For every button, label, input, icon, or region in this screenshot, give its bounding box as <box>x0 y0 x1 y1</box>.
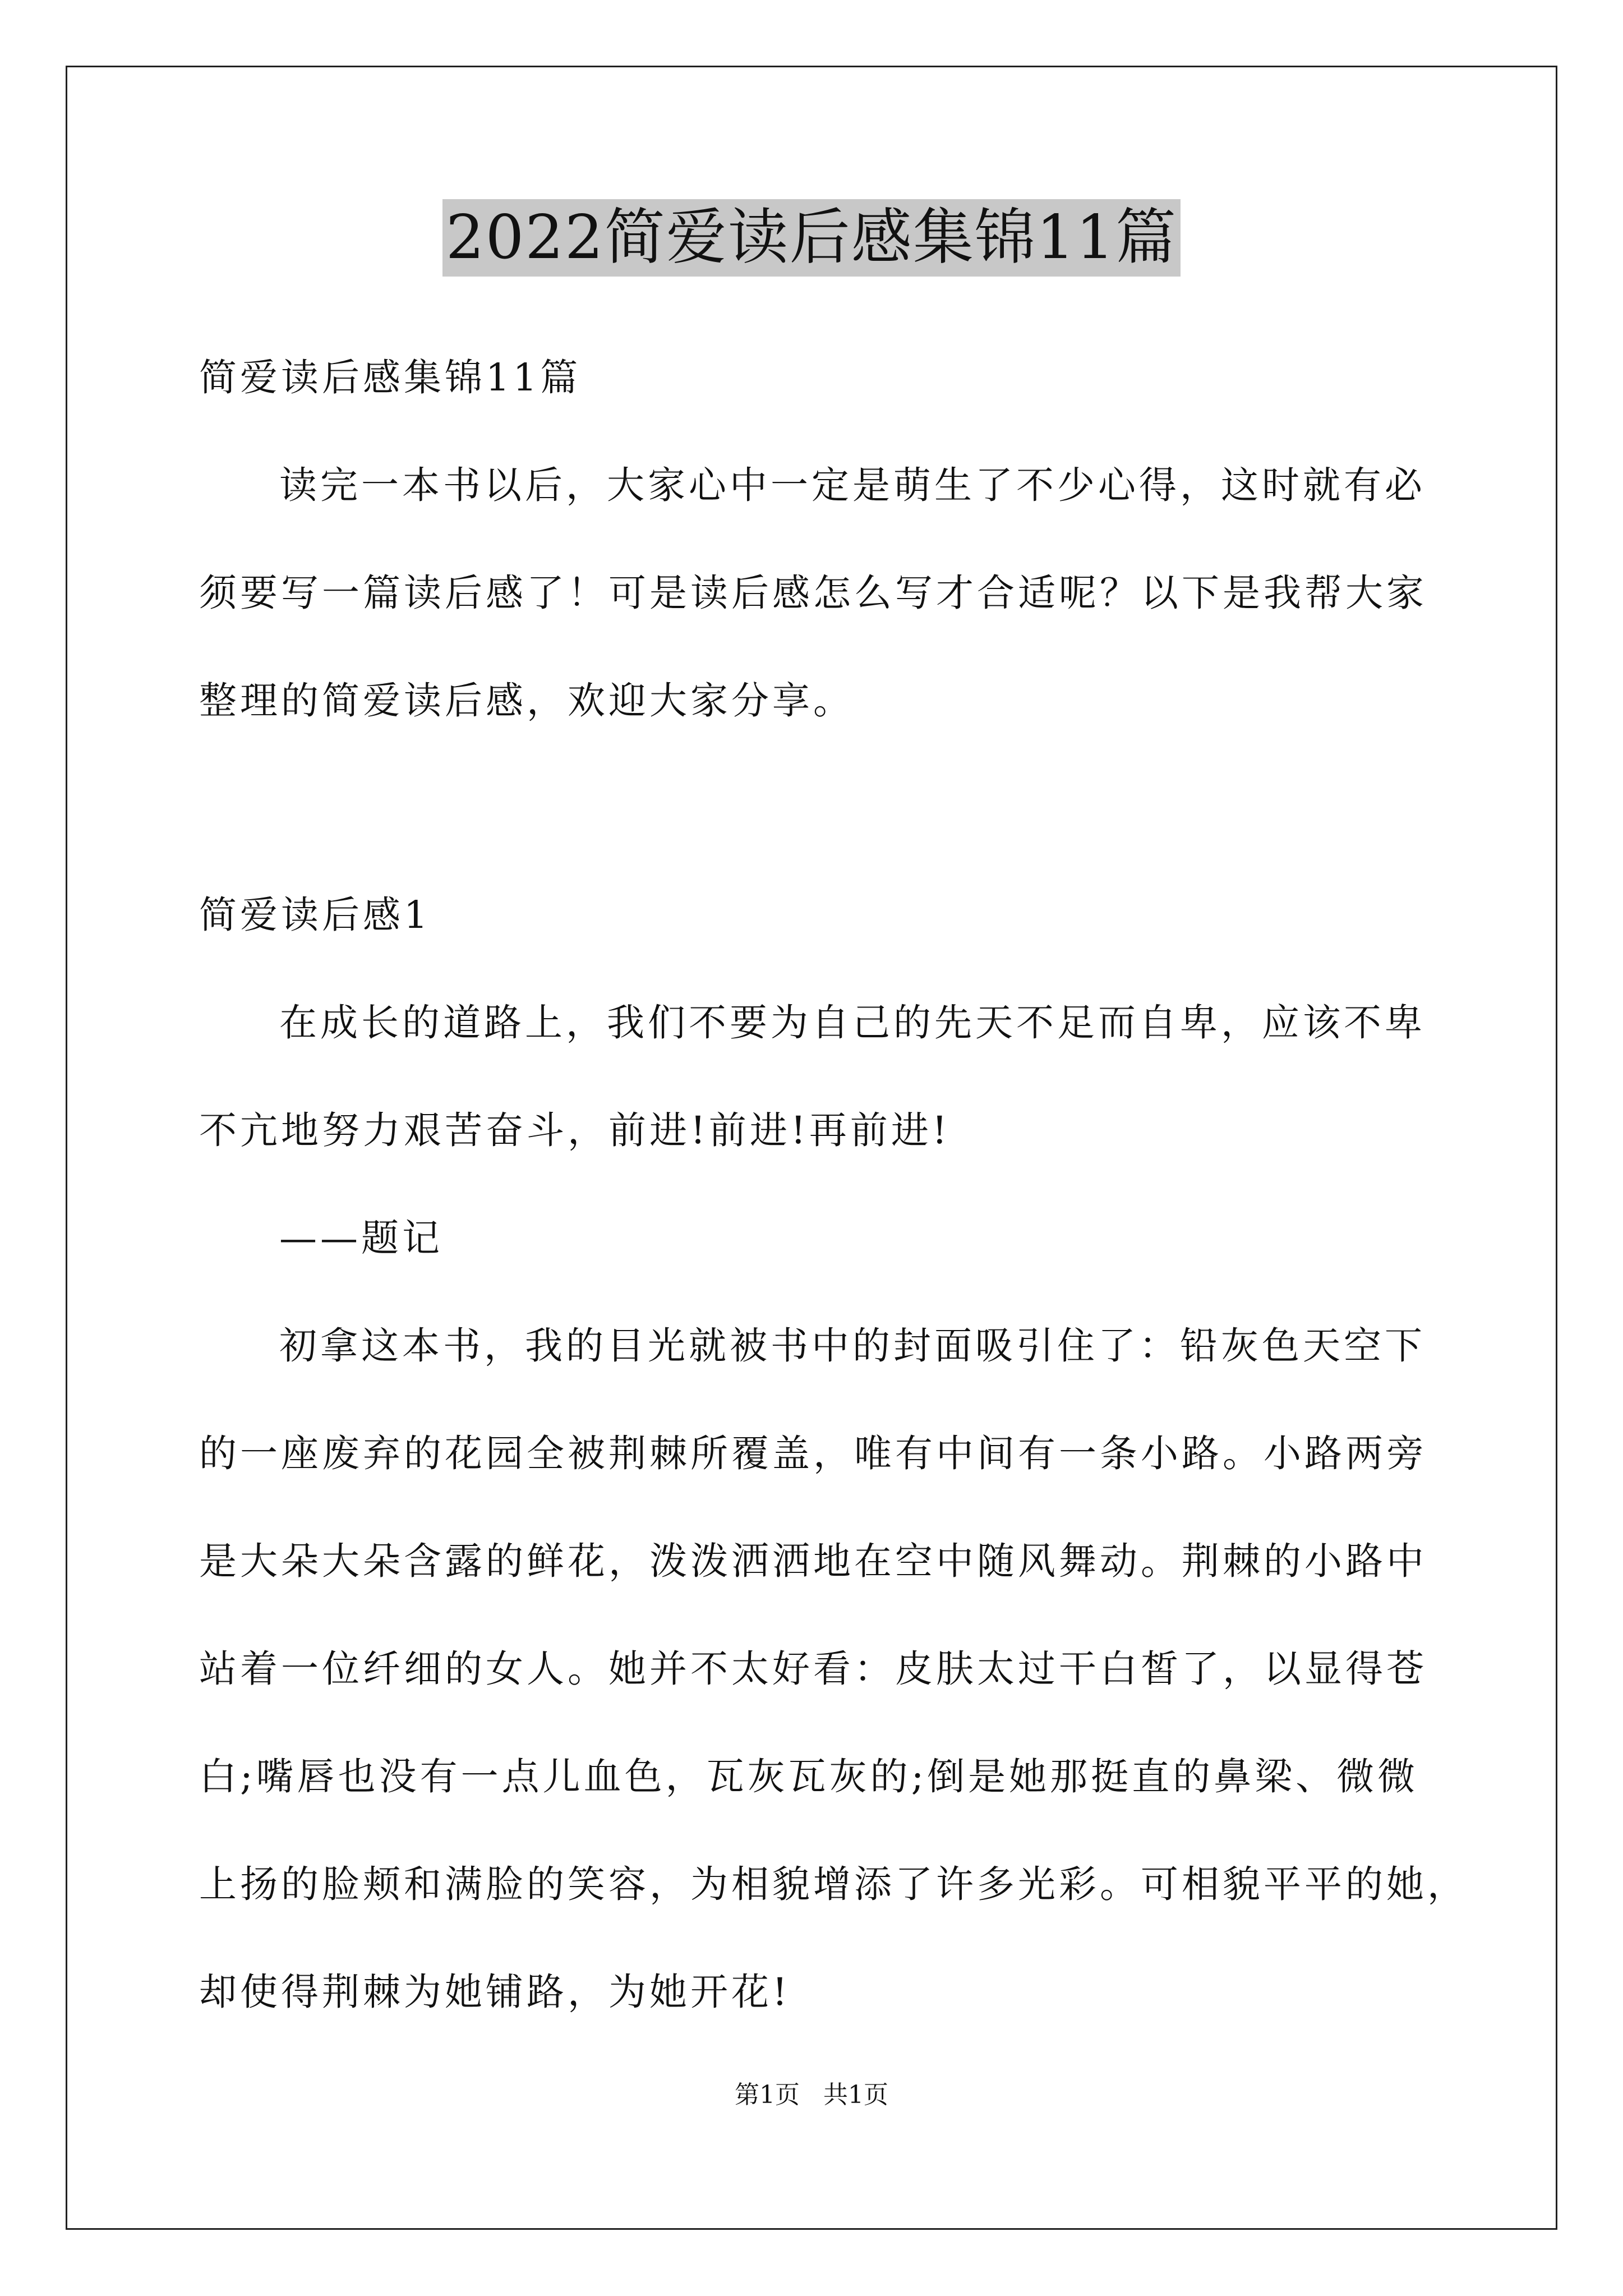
body-line-4: 站着一位纤细的女人。她并不太好看：皮肤太过干白皙了，以显得苍 <box>199 1647 1427 1691</box>
intro-line-2: 须要写一篇读后感了！可是读后感怎么写才合适呢？以下是我帮大家 <box>199 571 1427 615</box>
body-line-2: 的一座废弃的花园全被荆棘所覆盖，唯有中间有一条小路。小路两旁 <box>199 1432 1427 1475</box>
document-subtitle: 简爱读后感集锦11篇 <box>199 356 582 399</box>
body-line-3: 是大朵大朵含露的鲜花，泼泼洒洒地在空中随风舞动。荆棘的小路中 <box>199 1539 1427 1583</box>
body-line-6: 上扬的脸颊和满脸的笑容，为相貌增添了许多光彩。可相貌平平的她， <box>199 1862 1468 1906</box>
epigraph-source: ——题记 <box>279 1216 443 1260</box>
document-title: 2022简爱读后感集锦11篇 <box>442 199 1181 277</box>
page-number: 第1页 <box>735 2081 800 2109</box>
body-line-7: 却使得荆棘为她铺路，为她开花! <box>199 1970 791 2014</box>
body-line-5: 白;嘴唇也没有一点儿血色，瓦灰瓦灰的;倒是她那挺直的鼻梁、微微 <box>199 1755 1419 1798</box>
body-line-1: 初拿这本书，我的目光就被书中的封面吸引住了：铅灰色天空下 <box>279 1324 1426 1368</box>
epigraph-line-2: 不亢地努力艰苦奋斗，前进!前进!再前进! <box>199 1108 951 1152</box>
title-container <box>0 199 1623 277</box>
page-total: 共1页 <box>823 2081 888 2109</box>
intro-line-1: 读完一本书以后，大家心中一定是萌生了不少心得，这时就有必 <box>279 463 1426 507</box>
section-heading: 简爱读后感1 <box>199 893 431 937</box>
intro-line-3: 整理的简爱读后感，欢迎大家分享。 <box>199 679 854 723</box>
page-footer <box>0 2078 1623 2112</box>
epigraph-line-1: 在成长的道路上，我们不要为自己的先天不足而自卑，应该不卑 <box>279 1001 1426 1045</box>
